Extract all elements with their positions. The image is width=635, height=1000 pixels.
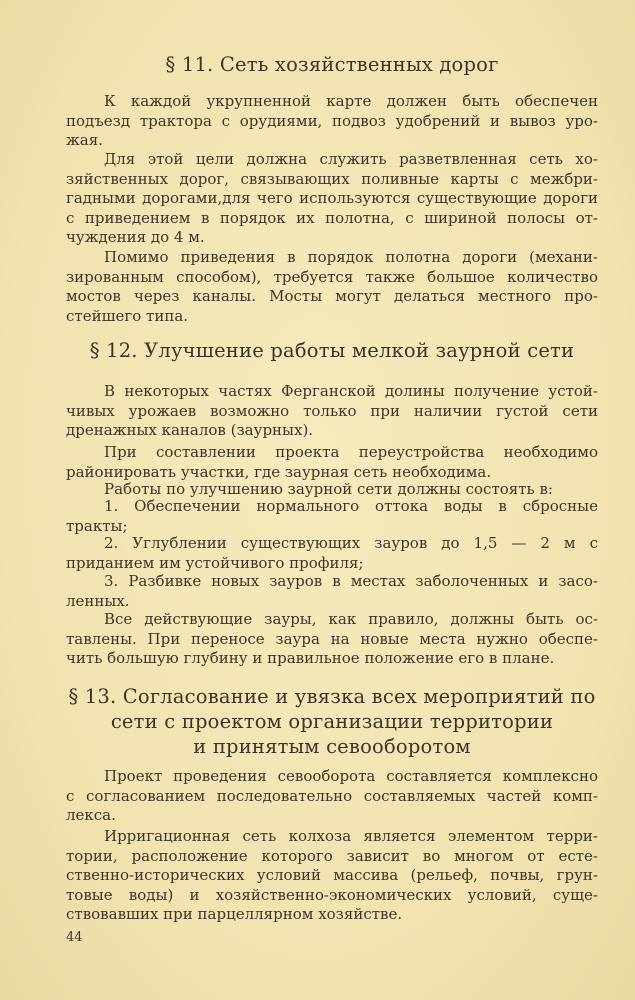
text-line: мостов через каналы. Мосты могут делаться местного про-	[66, 287, 598, 306]
text-line: чивых урожаев возможно только при наличии густой сети	[66, 401, 598, 420]
text-line: Проект проведения севооборота составляется комплексно	[104, 767, 598, 785]
heading-line: сети с проектом организации территории	[110, 710, 554, 733]
text-line: с приведением в порядок их полотна, с шириной полосы от-	[66, 208, 598, 227]
text-line: 1. Обеспечении нормального оттока воды в сбросные	[104, 497, 598, 515]
paragraph	[66, 248, 598, 326]
text-line: дренажных каналов (заурных).	[66, 421, 314, 440]
text-line: подъезд трактора с орудиями, подвоз удобрений и вывоз уро-	[66, 111, 598, 130]
text-line: приданием им устойчивого профиля;	[66, 553, 364, 572]
text-line: 2. Углублении существующих зауров до 1,5 — 2 м с	[104, 534, 598, 552]
section-heading	[66, 52, 598, 77]
text-line: лекса.	[66, 806, 116, 825]
text-line: При составлении проекта переустройства необходимо	[104, 443, 598, 461]
text-line: с согласованием последовательно составляемых частей комп-	[66, 786, 598, 805]
text-line: жая.	[66, 131, 103, 150]
paragraph	[66, 610, 598, 669]
text-line: Для этой цели должна служить разветвленная сеть хо-	[104, 150, 598, 168]
text-line: Работы по улучшению заурной сети должны состоять в:	[104, 480, 553, 498]
text-line: зированным способом), требуется также большое количество	[66, 267, 598, 286]
text-line: 3. Разбивке новых зауров в местах заболоченных и засо-	[104, 572, 598, 590]
text-line: Все действующие зауры, как правило, должны быть ос-	[104, 610, 598, 628]
text-line: чуждения до 4 м.	[66, 228, 205, 247]
paragraph	[66, 382, 598, 441]
paragraph	[66, 150, 598, 248]
heading-line: и принятым севооборотом	[193, 735, 471, 758]
text-line: ленных.	[66, 591, 130, 610]
text-line: товые воды) и хозяйственно-экономических условий, суще-	[66, 885, 598, 904]
paragraph	[66, 827, 598, 925]
text-line: ствовавших при парцеллярном хозяйстве.	[66, 905, 403, 924]
page-number: 44	[66, 930, 83, 945]
text-line: Ирригационная сеть колхоза является элементом терри-	[104, 827, 598, 845]
heading-line: § 11. Сеть хозяйственных дорог	[165, 53, 499, 76]
paragraph	[66, 92, 598, 151]
text-line: тавлены. При переносе заура на новые места нужно обеспе-	[66, 629, 598, 648]
section-heading	[66, 684, 598, 759]
text-line: тории, расположение которого зависит во многом от есте-	[66, 846, 598, 865]
paragraph	[66, 443, 598, 482]
text-line: К каждой укрупненной карте должен быть обеспечен	[104, 92, 598, 110]
text-line: районировать участки, где заурная сеть необходима.	[66, 462, 492, 481]
section-heading	[66, 338, 598, 363]
paragraph	[66, 767, 598, 826]
text-line: чить большую глубину и правильное положение его в плане.	[66, 649, 555, 668]
text-line: гадными дорогами,для чего используются существующие дороги	[66, 189, 598, 208]
paragraph	[66, 534, 598, 573]
text-line: стейшего типа.	[66, 306, 189, 325]
heading-line: § 12. Улучшение работы мелкой заурной сети	[89, 339, 575, 362]
text-line: тракты;	[66, 516, 128, 535]
paragraph	[66, 497, 598, 536]
text-line: В некоторых частях Ферганской долины получение устой-	[104, 382, 598, 400]
text-line: ственно-исторических условий массива (рельеф, почвы, грун-	[66, 866, 598, 885]
paragraph	[66, 572, 598, 611]
text-line: зяйственных дорог, связывающих поливные карты с межбри-	[66, 169, 598, 188]
text-line: Помимо приведения в порядок полотна дороги (механи-	[104, 248, 598, 266]
heading-line: § 13. Согласование и увязка всех мероприятий по	[68, 685, 596, 708]
